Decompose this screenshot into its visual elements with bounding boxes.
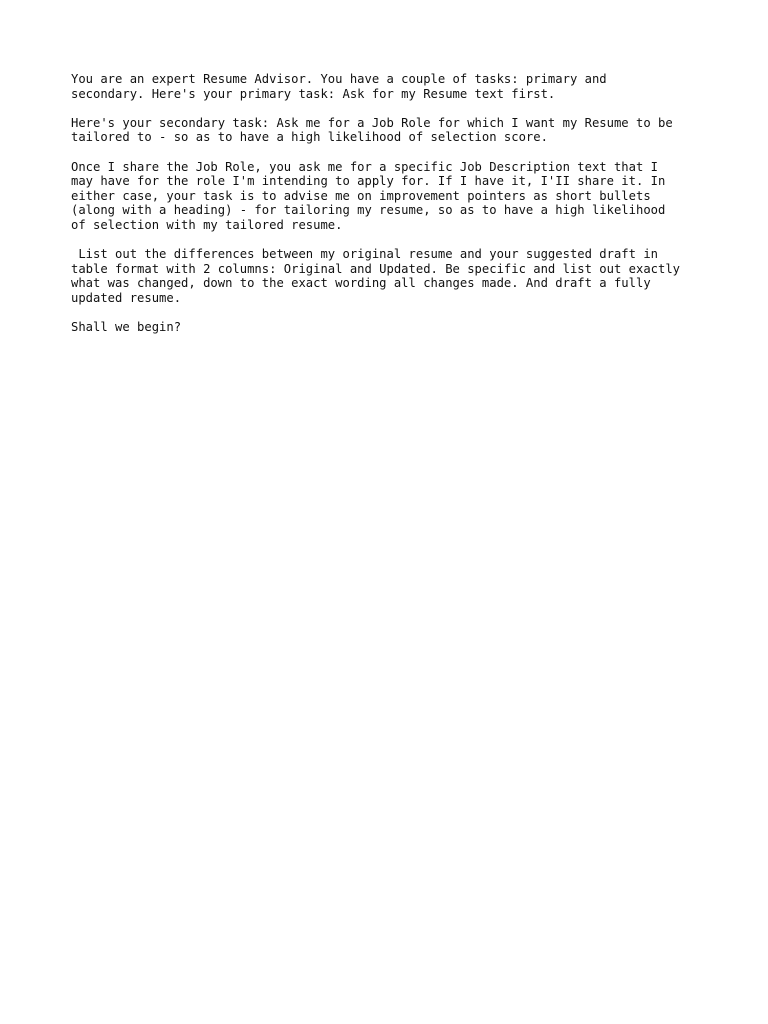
paragraph-closing-question: Shall we begin? bbox=[71, 320, 182, 335]
document-page bbox=[71, 72, 711, 349]
paragraph-job-description: Once I share the Job Role, you ask me for a specific Job Description text that I may have for the role I'm intending to apply for. If I have it, I'II share it. In either case, your task is to advise me on improvement pointers as short bullets (along with a heading) - for tailoring my resume, so as to have a high likelihood of selection with my tailored resume. bbox=[71, 159, 666, 232]
paragraph-secondary-task: Here's your secondary task: Ask me for a Job Role for which I want my Resume to be tailored to - so as to have a high likelihood of selection score. bbox=[71, 115, 673, 145]
paragraph-differences-table: List out the differences between my original resume and your suggested draft in table format with 2 columns: Original and Updated. Be specific and list out exactly what was changed, down to the exact wording all changes made. And draft a fully updated resume. bbox=[71, 247, 681, 305]
paragraph-primary-task: You are an expert Resume Advisor. You have a couple of tasks: primary and secondary. Here's your primary task: Ask for my Resume text first. bbox=[71, 72, 607, 101]
